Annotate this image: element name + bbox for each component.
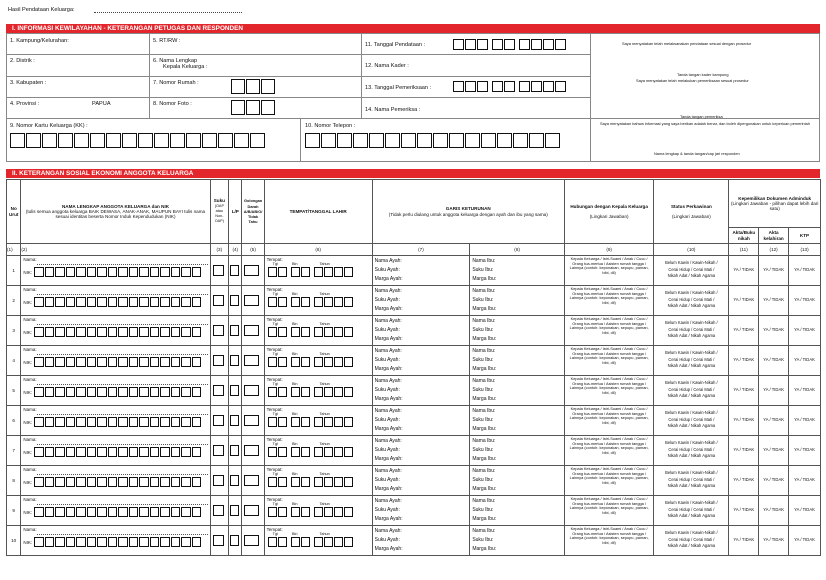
marga-ibu-label: Marga Ibu:	[472, 516, 497, 522]
tahun-label: Tahun	[319, 352, 330, 356]
marga-ayah-label: Marga Ayah:	[374, 276, 403, 282]
suku-box[interactable]	[213, 325, 224, 336]
col-kawin: Status Perkawinan (Lingkari Jawaban)	[654, 180, 729, 244]
akta-lahir-option[interactable]: YA / TIDAK	[759, 466, 789, 496]
nama-label: Nama:	[23, 497, 37, 502]
ktp-option[interactable]: YA / TIDAK	[789, 316, 821, 346]
nik-label: NIK:	[23, 269, 33, 275]
nomor-kk-boxes[interactable]	[10, 133, 265, 148]
golda-box[interactable]	[244, 325, 259, 336]
col-garis: GARIS KETURUNAN (Tidak perlu diulang untuk anggota keluarga dengan ayah dan ibu yang sama)	[372, 180, 564, 244]
nama-field[interactable]	[37, 382, 207, 385]
tempat-label: Tempat:	[266, 497, 283, 502]
col-number: (8)	[470, 244, 565, 256]
lp-box[interactable]	[230, 475, 239, 486]
rtrw-label: 5. RT/RW :	[153, 38, 181, 44]
provinsi-label: 4. Provinsi :	[10, 101, 40, 107]
kawin-options[interactable]: Belum Kawin / Kawin-Nikah / Cerai Hidup / Cerai Mati / Nikah Adat / Nikah Agama	[654, 466, 729, 496]
col-nama: NAMA LENGKAP ANGGOTA KELUARGA dan NIK (tulis semua anggota keluarga BAIK DEWASA, ANAK-ANAK, MAUPUN BAYI tulis nama sesuai identitas beserta Nomor Induk Kependudukan (NIK)	[21, 180, 210, 244]
nama-ibu-label: Nama Ibu:	[472, 348, 496, 354]
col-hub: Hubungan dengan Kepala Keluarga (Lingkari Jawaban)	[564, 180, 653, 244]
bln-label: Bln	[291, 412, 298, 416]
table-row	[7, 436, 821, 466]
hub-options[interactable]: Kepala Keluarga / Istri-Suami / Anak / Cucu / Orang tua-mertua / Asisten rumah tangga / Lainnya (contoh: keponakan, sepupu, paman, bibi, dll)	[564, 256, 653, 286]
marga-ayah-label: Marga Ayah:	[374, 546, 403, 552]
table-row	[7, 466, 821, 496]
col-no: No Urut	[7, 180, 21, 244]
suku-ibu-label: Suku Ibu:	[472, 417, 494, 423]
nik-boxes[interactable]	[34, 297, 201, 307]
akta-nikah-option[interactable]: YA / TIDAK	[729, 316, 759, 346]
nik-boxes[interactable]	[34, 357, 201, 367]
telepon-label: 10. Nomor Telepon :	[305, 123, 356, 129]
marga-ayah-label: Marga Ayah:	[374, 396, 403, 402]
nama-ibu-label: Nama Ibu:	[472, 288, 496, 294]
nama-label: Nama:	[23, 527, 37, 532]
suku-box[interactable]	[213, 475, 224, 486]
bln-label: Bln	[291, 292, 298, 296]
hub-options[interactable]: Kepala Keluarga / Istri-Suami / Anak / Cucu / Orang tua-mertua / Asisten rumah tangga / Lainnya (contoh: keponakan, sepupu, paman, bibi, dll)	[564, 286, 653, 316]
row-number: 8	[7, 466, 21, 496]
nama-kk-label: 6. Nama Lengkap Kepala Keluarga :	[153, 58, 208, 71]
akta-nikah-option[interactable]: YA / TIDAK	[729, 526, 759, 556]
suku-box[interactable]	[213, 445, 224, 456]
nama-ayah-label: Nama Ayah:	[374, 318, 402, 324]
akta-nikah-option[interactable]: YA / TIDAK	[729, 406, 759, 436]
nama-field[interactable]	[37, 532, 207, 535]
marga-ibu-label: Marga Ibu:	[472, 456, 497, 462]
golda-box[interactable]	[244, 535, 259, 546]
suku-box[interactable]	[213, 535, 224, 546]
nama-label: Nama:	[23, 407, 37, 412]
marga-ayah-label: Marga Ayah:	[374, 486, 403, 492]
tempat-label: Tempat:	[266, 467, 283, 472]
suku-ayah-label: Suku Ayah:	[374, 297, 400, 303]
suku-box[interactable]	[213, 295, 224, 306]
hub-options[interactable]: Kepala Keluarga / Istri-Suami / Anak / Cucu / Orang tua-mertua / Asisten rumah tangga / Lainnya (contoh: keponakan, sepupu, paman, bibi, dll)	[564, 466, 653, 496]
bln-label: Bln	[291, 382, 298, 386]
golda-box[interactable]	[244, 355, 259, 366]
nama-field[interactable]	[37, 322, 207, 325]
nomor-rumah-boxes[interactable]	[231, 79, 275, 94]
tahun-label: Tahun	[319, 412, 330, 416]
nama-field[interactable]	[37, 502, 207, 505]
golda-box[interactable]	[244, 295, 259, 306]
suku-ayah-label: Suku Ayah:	[374, 537, 400, 543]
nama-label: Nama:	[23, 257, 37, 262]
row-number: 6	[7, 406, 21, 436]
akta-lahir-option[interactable]: YA / TIDAK	[759, 526, 789, 556]
nik-label: NIK:	[23, 359, 33, 365]
suku-ayah-label: Suku Ayah:	[374, 477, 400, 483]
nama-ayah-label: Nama Ayah:	[374, 348, 402, 354]
ktp-option[interactable]: YA / TIDAK	[789, 286, 821, 316]
suku-ayah-label: Suku Ayah:	[374, 447, 400, 453]
sign-pemeriksa-label: Tanda tangan pemeriksa	[680, 114, 723, 119]
tahun-label: Tahun	[319, 502, 330, 506]
col-golda: Golongan Darah A/B/AB/O/ Tidak Tahu	[242, 180, 264, 244]
ktp-option[interactable]: YA / TIDAK	[789, 376, 821, 406]
akta-lahir-option[interactable]: YA / TIDAK	[759, 406, 789, 436]
kawin-options[interactable]: Belum Kawin / Kawin-Nikah / Cerai Hidup / Cerai Mati / Nikah Adat / Nikah Agama	[654, 346, 729, 376]
nik-boxes[interactable]	[34, 327, 201, 337]
col-number: (13)	[789, 244, 821, 256]
col-akta-lahir: Akta kelahiran	[759, 228, 789, 244]
nama-label: Nama:	[23, 377, 37, 382]
tgl-label: Tgl	[272, 352, 278, 356]
marga-ibu-label: Marga Ibu:	[472, 306, 497, 312]
hasil-label: Hasil Pendataan Keluarga:	[8, 7, 75, 13]
tempat-label: Tempat:	[266, 257, 283, 262]
tahun-label: Tahun	[319, 322, 330, 326]
nik-label: NIK:	[23, 389, 33, 395]
suku-ibu-label: Suku Ibu:	[472, 327, 494, 333]
kawin-options[interactable]: Belum Kawin / Kawin-Nikah / Cerai Hidup / Cerai Mati / Nikah Adat / Nikah Agama	[654, 286, 729, 316]
suku-ibu-label: Suku Ibu:	[472, 357, 494, 363]
nama-ibu-label: Nama Ibu:	[472, 498, 496, 504]
bln-label: Bln	[291, 472, 298, 476]
nama-ibu-label: Nama Ibu:	[472, 438, 496, 444]
tahun-label: Tahun	[319, 292, 330, 296]
tgl-pemeriksaan-boxes[interactable]	[453, 81, 566, 92]
akta-lahir-option[interactable]: YA / TIDAK	[759, 436, 789, 466]
nik-label: NIK:	[23, 419, 33, 425]
ktp-option[interactable]: YA / TIDAK	[789, 466, 821, 496]
lp-box[interactable]	[230, 265, 239, 276]
sign-responden-label: Nama lengkap & tanda tangan/cap jari responden	[654, 151, 740, 156]
marga-ayah-label: Marga Ayah:	[374, 306, 403, 312]
bln-label: Bln	[291, 442, 298, 446]
row-number: 2	[7, 286, 21, 316]
nama-ayah-label: Nama Ayah:	[374, 258, 402, 264]
nama-ayah-label: Nama Ayah:	[374, 378, 402, 384]
distrik-label: 2. Distrik :	[10, 58, 35, 64]
tgl-label: Tgl	[272, 382, 278, 386]
marga-ibu-label: Marga Ibu:	[472, 426, 497, 432]
golda-box[interactable]	[244, 265, 259, 276]
table-row	[7, 256, 821, 286]
table-row	[7, 376, 821, 406]
akta-nikah-option[interactable]: YA / TIDAK	[729, 466, 759, 496]
col-number: (12)	[759, 244, 789, 256]
akta-nikah-option[interactable]: YA / TIDAK	[729, 436, 759, 466]
table-row	[7, 316, 821, 346]
nama-field[interactable]	[37, 442, 207, 445]
suku-box[interactable]	[213, 505, 224, 516]
golda-box[interactable]	[244, 475, 259, 486]
row-number: 5	[7, 376, 21, 406]
nama-label: Nama:	[23, 437, 37, 442]
row-number: 4	[7, 346, 21, 376]
col-number: (7)	[372, 244, 470, 256]
nomor-foto-label: 8. Nomor Foto :	[153, 101, 192, 107]
marga-ibu-label: Marga Ibu:	[472, 546, 497, 552]
col-number: (2)	[21, 244, 210, 256]
nama-label: Nama:	[23, 287, 37, 292]
marga-ibu-label: Marga Ibu:	[472, 396, 497, 402]
marga-ibu-label: Marga Ibu:	[472, 366, 497, 372]
kawin-options[interactable]: Belum Kawin / Kawin-Nikah / Cerai Hidup / Cerai Mati / Nikah Adat / Nikah Agama	[654, 526, 729, 556]
tgl-label: Tgl	[272, 502, 278, 506]
nik-label: NIK:	[23, 329, 33, 335]
nama-field[interactable]	[37, 352, 207, 355]
ktp-option[interactable]: YA / TIDAK	[789, 346, 821, 376]
ktp-option[interactable]: YA / TIDAK	[789, 496, 821, 526]
kawin-options[interactable]: Belum Kawin / Kawin-Nikah / Cerai Hidup / Cerai Mati / Nikah Adat / Nikah Agama	[654, 436, 729, 466]
suku-ayah-label: Suku Ayah:	[374, 267, 400, 273]
lp-box[interactable]	[230, 415, 239, 426]
col-number: (1)	[7, 244, 21, 256]
nama-pemeriksa-label: 14. Nama Pemeriksa :	[365, 107, 421, 113]
suku-ibu-label: Suku Ibu:	[472, 537, 494, 543]
tempat-label: Tempat:	[266, 287, 283, 292]
marga-ayah-label: Marga Ayah:	[374, 336, 403, 342]
nama-field[interactable]	[37, 412, 207, 415]
statement-kader: Saya menyatakan telah melaksanakan pendataan sesuai dengan prosedur	[622, 41, 752, 46]
telepon-boxes[interactable]	[305, 133, 560, 148]
nik-boxes[interactable]	[34, 477, 201, 487]
table-row	[7, 496, 821, 526]
kampung-label: 1. Kampung/Kelurahan:	[10, 38, 69, 44]
nik-label: NIK:	[23, 539, 33, 545]
nik-boxes[interactable]	[34, 267, 201, 277]
tahun-label: Tahun	[319, 262, 330, 266]
table-row	[7, 346, 821, 376]
golda-box[interactable]	[244, 415, 259, 426]
lp-box[interactable]	[230, 385, 239, 396]
col-dok: Kepemilikan Dokumen Adminduk (Lingkari Jawaban - pilihan dapat lebih dari satu)	[729, 180, 821, 228]
nama-ayah-label: Nama Ayah:	[374, 288, 402, 294]
suku-ibu-label: Suku Ibu:	[472, 387, 494, 393]
row-number: 3	[7, 316, 21, 346]
kawin-options[interactable]: Belum Kawin / Kawin-Nikah / Cerai Hidup / Cerai Mati / Nikah Adat / Nikah Agama	[654, 496, 729, 526]
suku-ibu-label: Suku Ibu:	[472, 507, 494, 513]
tgl-pendataan-boxes[interactable]	[453, 39, 566, 50]
tahun-label: Tahun	[319, 532, 330, 536]
nik-label: NIK:	[23, 479, 33, 485]
nama-field[interactable]	[37, 292, 207, 295]
hub-options[interactable]: Kepala Keluarga / Istri-Suami / Anak / Cucu / Orang tua-mertua / Asisten rumah tangga / Lainnya (contoh: keponakan, sepupu, paman, bibi, dll)	[564, 346, 653, 376]
section-1-title: I. INFORMASI KEWILAYAHAN - KETERANGAN PETUGAS DAN RESPONDEN	[6, 24, 820, 33]
kawin-options[interactable]: Belum Kawin / Kawin-Nikah / Cerai Hidup / Cerai Mati / Nikah Adat / Nikah Agama	[654, 316, 729, 346]
nama-field[interactable]	[37, 262, 207, 265]
akta-lahir-option[interactable]: YA / TIDAK	[759, 286, 789, 316]
row-number: 7	[7, 436, 21, 466]
akta-lahir-option[interactable]: YA / TIDAK	[759, 346, 789, 376]
col-ktp: KTP	[789, 228, 821, 244]
nama-ibu-label: Nama Ibu:	[472, 408, 496, 414]
nama-ibu-label: Nama Ibu:	[472, 318, 496, 324]
suku-box[interactable]	[213, 385, 224, 396]
akta-nikah-option[interactable]: YA / TIDAK	[729, 256, 759, 286]
table-row	[7, 286, 821, 316]
akta-lahir-option[interactable]: YA / TIDAK	[759, 376, 789, 406]
nik-label: NIK:	[23, 449, 33, 455]
tempat-label: Tempat:	[266, 377, 283, 382]
hub-options[interactable]: Kepala Keluarga / Istri-Suami / Anak / Cucu / Orang tua-mertua / Asisten rumah tangga / Lainnya (contoh: keponakan, sepupu, paman, bibi, dll)	[564, 436, 653, 466]
ktp-option[interactable]: YA / TIDAK	[789, 406, 821, 436]
suku-ayah-label: Suku Ayah:	[374, 357, 400, 363]
section-2-title: II. KETERANGAN SOSIAL EKONOMI ANGGOTA KELUARGA	[6, 169, 820, 178]
col-number: (5)	[242, 244, 264, 256]
tempat-label: Tempat:	[266, 437, 283, 442]
nama-ayah-label: Nama Ayah:	[374, 438, 402, 444]
nama-ayah-label: Nama Ayah:	[374, 468, 402, 474]
bln-label: Bln	[291, 322, 298, 326]
nama-ibu-label: Nama Ibu:	[472, 528, 496, 534]
nama-ibu-label: Nama Ibu:	[472, 468, 496, 474]
tgl-label: Tgl	[272, 532, 278, 536]
suku-ayah-label: Suku Ayah:	[374, 417, 400, 423]
col-number: (10)	[654, 244, 729, 256]
tahun-label: Tahun	[319, 382, 330, 386]
col-number: (4)	[229, 244, 242, 256]
ktp-option[interactable]: YA / TIDAK	[789, 436, 821, 466]
suku-box[interactable]	[213, 265, 224, 276]
lp-box[interactable]	[230, 295, 239, 306]
tempat-label: Tempat:	[266, 347, 283, 352]
col-number: (11)	[729, 244, 759, 256]
col-lp: L/P	[229, 180, 242, 244]
marga-ayah-label: Marga Ayah:	[374, 366, 403, 372]
col-ttl: TEMPAT/TANGGAL LAHIR	[264, 180, 372, 244]
hub-options[interactable]: Kepala Keluarga / Istri-Suami / Anak / Cucu / Orang tua-mertua / Asisten rumah tangga / Lainnya (contoh: keponakan, sepupu, paman, bibi, dll)	[564, 406, 653, 436]
sign-kader-label: Tanda tangan kader kampung	[677, 72, 729, 77]
akta-lahir-option[interactable]: YA / TIDAK	[759, 256, 789, 286]
statement-responden: Saya menyatakan bahwa informasi yang saya berikan adalah benar, dan boleh dipergunakan untuk keperluan pemerintah	[599, 121, 811, 126]
tgl-label: Tgl	[272, 412, 278, 416]
tahun-label: Tahun	[319, 442, 330, 446]
tgl-label: Tgl	[272, 292, 278, 296]
ktp-option[interactable]: YA / TIDAK	[789, 256, 821, 286]
nik-boxes[interactable]	[34, 417, 201, 427]
bln-label: Bln	[291, 502, 298, 506]
suku-ayah-label: Suku Ayah:	[374, 507, 400, 513]
statement-pemeriksa: Saya menyatakan telah melakukan pemeriksaan sesuai prosedur	[636, 78, 749, 83]
column-number-row	[7, 244, 821, 256]
marga-ayah-label: Marga Ayah:	[374, 426, 403, 432]
table-row	[7, 526, 821, 556]
akta-nikah-option[interactable]: YA / TIDAK	[729, 346, 759, 376]
nik-boxes[interactable]	[34, 447, 201, 457]
kabupaten-label: 3. Kabupaten :	[10, 80, 47, 86]
tgl-label: Tgl	[272, 262, 278, 266]
ktp-option[interactable]: YA / TIDAK	[789, 526, 821, 556]
akta-nikah-option[interactable]: YA / TIDAK	[729, 286, 759, 316]
table-row	[7, 406, 821, 436]
nik-boxes[interactable]	[34, 507, 201, 517]
provinsi-value: PAPUA	[92, 101, 111, 107]
row-number: 9	[7, 496, 21, 526]
tgl-label: Tgl	[272, 322, 278, 326]
akta-lahir-option[interactable]: YA / TIDAK	[759, 316, 789, 346]
nama-label: Nama:	[23, 317, 37, 322]
suku-ibu-label: Suku Ibu:	[472, 477, 494, 483]
nomor-kk-label: 9. Nomor Kartu Keluarga (KK) :	[10, 123, 88, 129]
hub-options[interactable]: Kepala Keluarga / Istri-Suami / Anak / Cucu / Orang tua-mertua / Asisten rumah tangga / Lainnya (contoh: keponakan, sepupu, paman, bibi, dll)	[564, 316, 653, 346]
col-number: (9)	[564, 244, 653, 256]
tempat-label: Tempat:	[266, 407, 283, 412]
nama-label: Nama:	[23, 467, 37, 472]
lp-box[interactable]	[230, 535, 239, 546]
suku-ayah-label: Suku Ayah:	[374, 327, 400, 333]
tahun-label: Tahun	[319, 472, 330, 476]
marga-ibu-label: Marga Ibu:	[472, 336, 497, 342]
nik-label: NIK:	[23, 299, 33, 305]
nama-ibu-label: Nama Ibu:	[472, 258, 496, 264]
akta-lahir-option[interactable]: YA / TIDAK	[759, 496, 789, 526]
akta-nikah-option[interactable]: YA / TIDAK	[729, 496, 759, 526]
anggota-table	[6, 179, 821, 556]
tgl-label: Tgl	[272, 442, 278, 446]
lp-box[interactable]	[230, 325, 239, 336]
marga-ibu-label: Marga Ibu:	[472, 276, 497, 282]
nama-ayah-label: Nama Ayah:	[374, 408, 402, 414]
marga-ayah-label: Marga Ayah:	[374, 456, 403, 462]
suku-ayah-label: Suku Ayah:	[374, 387, 400, 393]
suku-box[interactable]	[213, 355, 224, 366]
nama-ayah-label: Nama Ayah:	[374, 498, 402, 504]
lp-box[interactable]	[230, 355, 239, 366]
nama-ibu-label: Nama Ibu:	[472, 378, 496, 384]
nik-boxes[interactable]	[34, 387, 201, 397]
hub-options[interactable]: Kepala Keluarga / Istri-Suami / Anak / Cucu / Orang tua-mertua / Asisten rumah tangga / Lainnya (contoh: keponakan, sepupu, paman, bibi, dll)	[564, 376, 653, 406]
suku-ibu-label: Suku Ibu:	[472, 267, 494, 273]
col-akta-nikah: Akta/Buku nikah	[729, 228, 759, 244]
suku-ibu-label: Suku Ibu:	[472, 297, 494, 303]
bln-label: Bln	[291, 262, 298, 266]
nama-ayah-label: Nama Ayah:	[374, 528, 402, 534]
nomor-rumah-label: 7. Nomor Rumah :	[153, 80, 199, 86]
nama-label: Nama:	[23, 347, 37, 352]
marga-ayah-label: Marga Ayah:	[374, 516, 403, 522]
kawin-options[interactable]: Belum Kawin / Kawin-Nikah / Cerai Hidup / Cerai Mati / Nikah Adat / Nikah Agama	[654, 376, 729, 406]
tgl-pendataan-label: 11. Tanggal Pendataan :	[365, 42, 426, 48]
hub-options[interactable]: Kepala Keluarga / Istri-Suami / Anak / Cucu / Orang tua-mertua / Asisten rumah tangga / Lainnya (contoh: keponakan, sepupu, paman, bibi, dll)	[564, 526, 653, 556]
nomor-foto-boxes[interactable]	[231, 100, 275, 115]
golda-box[interactable]	[244, 505, 259, 516]
lp-box[interactable]	[230, 505, 239, 516]
suku-ibu-label: Suku Ibu:	[472, 447, 494, 453]
col-suku: Suku (OAP atau Non-OAP)	[210, 180, 229, 244]
nik-boxes[interactable]	[34, 537, 201, 547]
col-number: (3)	[210, 244, 229, 256]
tgl-label: Tgl	[272, 472, 278, 476]
row-number: 1	[7, 256, 21, 286]
bln-label: Bln	[291, 352, 298, 356]
kawin-options[interactable]: Belum Kawin / Kawin-Nikah / Cerai Hidup / Cerai Mati / Nikah Adat / Nikah Agama	[654, 406, 729, 436]
suku-box[interactable]	[213, 415, 224, 426]
nik-label: NIK:	[23, 509, 33, 515]
nama-kader-label: 12. Nama Kader :	[365, 63, 409, 69]
golda-box[interactable]	[244, 385, 259, 396]
bln-label: Bln	[291, 532, 298, 536]
hasil-field[interactable]	[94, 12, 242, 13]
marga-ibu-label: Marga Ibu:	[472, 486, 497, 492]
golda-box[interactable]	[244, 445, 259, 456]
row-number: 10	[7, 526, 21, 556]
tempat-label: Tempat:	[266, 317, 283, 322]
tempat-label: Tempat:	[266, 527, 283, 532]
lp-box[interactable]	[230, 445, 239, 456]
nama-field[interactable]	[37, 472, 207, 475]
kawin-options[interactable]: Belum Kawin / Kawin-Nikah / Cerai Hidup / Cerai Mati / Nikah Adat / Nikah Agama	[654, 256, 729, 286]
hub-options[interactable]: Kepala Keluarga / Istri-Suami / Anak / Cucu / Orang tua-mertua / Asisten rumah tangga / Lainnya (contoh: keponakan, sepupu, paman, bibi, dll)	[564, 496, 653, 526]
col-number: (6)	[264, 244, 372, 256]
tgl-pemeriksaan-label: 13. Tanggal Pemeriksaan :	[365, 85, 432, 91]
akta-nikah-option[interactable]: YA / TIDAK	[729, 376, 759, 406]
